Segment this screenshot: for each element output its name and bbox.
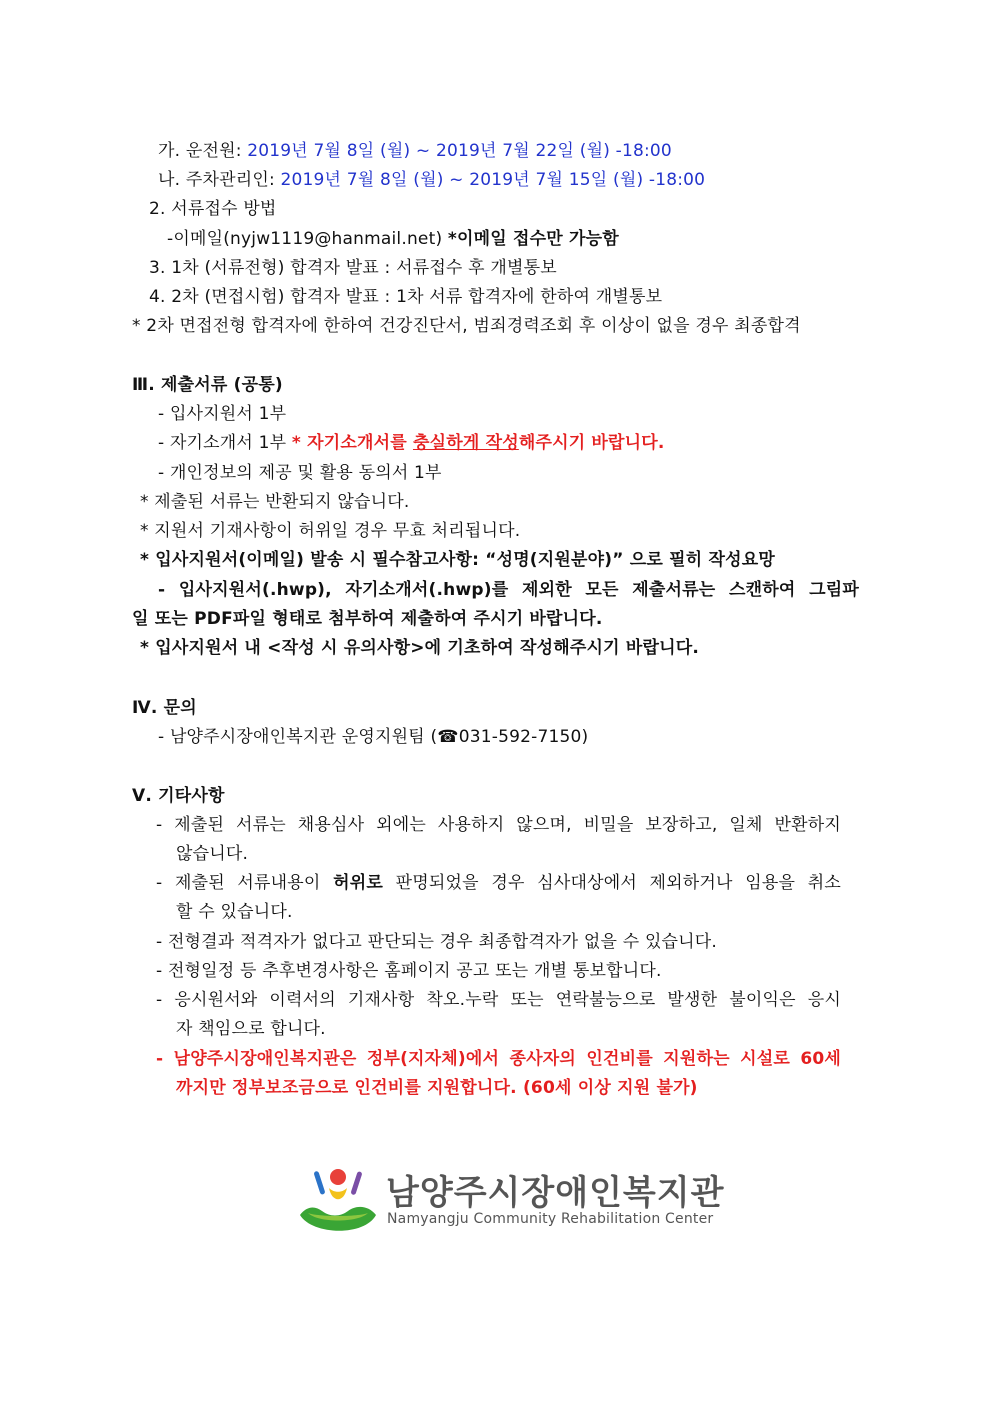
misc-item-1a: - 제출된 서류는 채용심사 외에는 사용하지 않으며, 비밀을 보장하고, 일체 반환하지: [156, 815, 841, 835]
schedule-driver-label: 가. 운전원:: [158, 141, 248, 161]
doc-self-introduction-label: - 자기소개서 1부: [158, 433, 292, 453]
misc-item-2a-text: - 제출된 서류내용이: [156, 873, 334, 893]
center-emblem-icon: [298, 1165, 378, 1235]
schedule-parking: [158, 169, 705, 191]
center-logo: [298, 1165, 725, 1235]
submission-email-line: [167, 228, 619, 250]
misc-item-5b: 자 책임으로 합니다.: [176, 1019, 326, 1039]
logo-name-english: Namyangju Community Rehabilitation Center: [387, 1211, 714, 1227]
note-scan-attach-a: [132, 579, 859, 601]
self-intro-note-underlined: 충실하게 작성: [412, 433, 519, 453]
contact-line: [158, 726, 588, 748]
note-false-info: * 지원서 기재사항이 허위일 경우 무효 처리됩니다.: [140, 521, 521, 541]
doc-application-form: - 입사지원서 1부: [158, 404, 287, 424]
logo-name-korean: 남양주시장애인복지관: [386, 1173, 725, 1213]
misc-item-3: - 전형결과 적격자가 없다고 판단되는 경우 최종합격자가 없을 수 있습니다.: [156, 932, 718, 952]
contact-team: - 남양주시장애인복지관 운영지원팀 (: [158, 727, 438, 747]
misc-item-2a-bold: 허위로: [333, 873, 384, 893]
note-scan-attach-a-text: - 입사지원서(.hwp), 자기소개서(.hwp)를 제외한 모든 제출서류는 스캔하여 그림파: [158, 580, 859, 600]
note-not-returned: * 제출된 서류는 반환되지 않습니다.: [140, 492, 410, 512]
second-round-announcement: 4. 2차 (면접시험) 합격자 발표 : 1차 서류 합격자에 한하여 개별통보: [149, 287, 663, 307]
note-scan-attach-b: 일 또는 PDF파일 형태로 첨부하여 제출하여 주시기 바랍니다.: [132, 609, 603, 629]
misc-item-6a: - 남양주시장애인복지관은 정부(지자체)에서 종사자의 인건비를 지원하는 시설로 60세: [156, 1049, 841, 1069]
doc-privacy-consent: - 개인정보의 제공 및 활용 동의서 1부: [158, 463, 442, 483]
schedule-parking-date: 2019년 7월 8일 (월) ~ 2019년 7월 15일 (월) -18:00: [280, 170, 706, 190]
note-writing-guide: * 입사지원서 내 <작성 시 유의사항>에 기초하여 작성해주시기 바랍니다.: [140, 638, 699, 658]
self-intro-note-b: 해주시기 바랍니다.: [518, 433, 665, 453]
schedule-parking-label: 나. 주차관리인:: [158, 170, 281, 190]
doc-self-introduction: [158, 432, 665, 454]
misc-item-2b: 할 수 있습니다.: [176, 902, 293, 922]
contact-phone: 031-592-7150): [458, 727, 589, 747]
final-pass-note: * 2차 면접전형 합격자에 한하여 건강진단서, 범죄경력조회 후 이상이 없을 경우 최종합격: [132, 316, 801, 336]
misc-item-6b: 까지만 정부보조금으로 인건비를 지원합니다. (60세 이상 지원 불가): [176, 1078, 698, 1098]
misc-item-5a: - 응시원서와 이력서의 기재사항 착오.누락 또는 연락불능으로 발생한 불이익은 응시: [156, 990, 841, 1010]
email-only-note: *이메일 접수만 가능함: [447, 229, 619, 249]
schedule-driver: [158, 140, 672, 162]
note-email-subject: * 입사지원서(이메일) 발송 시 필수참고사항: “성명(지원분야)” 으로 필히 작성요망: [140, 550, 775, 570]
misc-item-2a: [156, 872, 841, 894]
section3-heading: Ⅲ. 제출서류 (공통): [132, 375, 283, 395]
section5-heading: Ⅴ. 기타사항: [132, 786, 225, 806]
misc-item-4: - 전형일정 등 추후변경사항은 홈페이지 공고 또는 개별 통보합니다.: [156, 961, 662, 981]
misc-item-1b: 않습니다.: [176, 844, 249, 864]
schedule-driver-date: 2019년 7월 8일 (월) ~ 2019년 7월 22일 (월) -18:00: [247, 141, 672, 161]
phone-icon: ☎: [437, 727, 459, 747]
misc-item-2a-rest: 판명되었을 경우 심사대상에서 제외하거나 임용을 취소: [383, 873, 842, 893]
first-round-announcement: 3. 1차 (서류전형) 합격자 발표 : 서류접수 후 개별통보: [149, 258, 557, 278]
self-intro-note-a: * 자기소개서를: [291, 433, 413, 453]
submission-method-heading: 2. 서류접수 방법: [149, 199, 277, 219]
section4-heading: Ⅳ. 문의: [132, 698, 197, 718]
submission-email: -이메일(nyjw1119@hanmail.net): [167, 229, 448, 249]
